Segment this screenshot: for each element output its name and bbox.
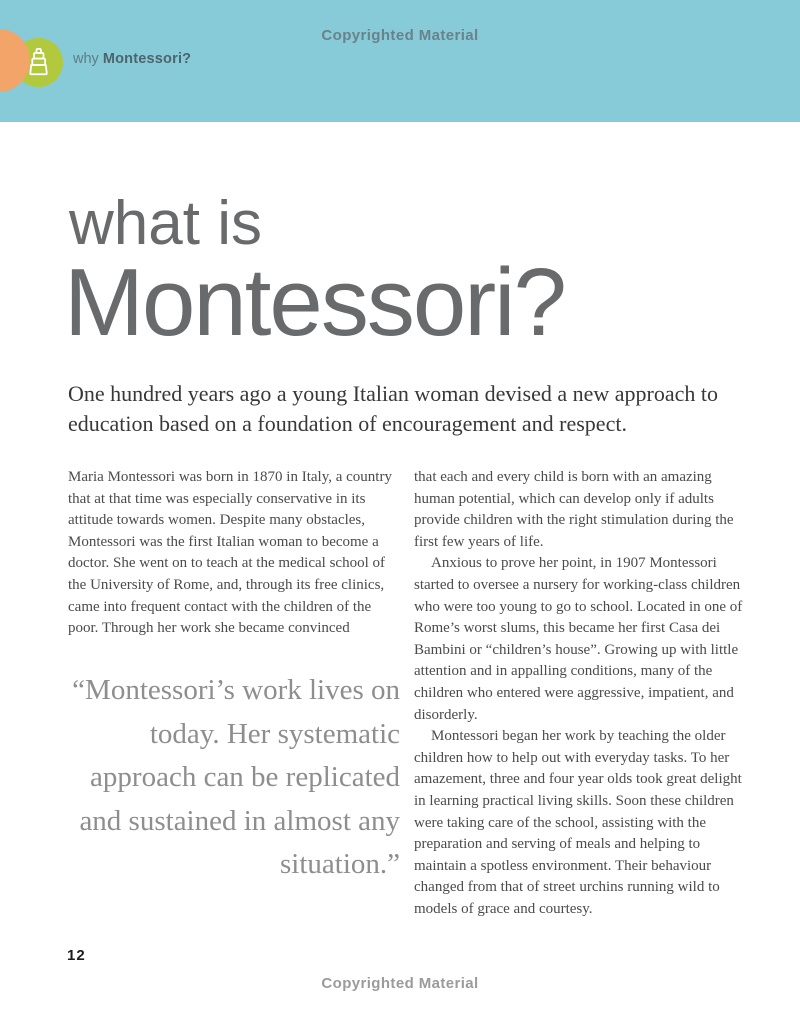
header-band — [0, 0, 800, 122]
title-kicker: what is — [69, 189, 262, 258]
body-paragraph: Anxious to prove her point, in 1907 Montessori started to oversee a nursery for working-class children who were too young to go to school. Located in one of Rome’s worst slums, this became her first Casa dei Bambini or “children’s house”. Growing up with little attention and in appalling conditions, many of the children who entered were aggressive, impatient, and disorderly. — [414, 555, 743, 723]
body-paragraph: that each and every child is born with an amazing human potential, which can develop only if adults provide children with the right stimulation during the first few years of life. — [414, 469, 734, 550]
running-header-title: Montessori? — [102, 51, 192, 67]
pull-quote: “Montessori’s work lives on today. Her systematic approach can be replicated and sustained in almost any situation.” — [72, 674, 400, 880]
copyright-notice-top: Copyrighted Material — [321, 27, 479, 44]
body-column-left — [68, 467, 404, 640]
running-header-prefix: why — [73, 51, 99, 67]
page-title: Montessori? — [64, 249, 565, 356]
copyright-notice-bottom: Copyrighted Material — [321, 975, 479, 992]
body-column-right — [414, 467, 752, 920]
page-number: 12 — [67, 947, 86, 964]
body-paragraph: Montessori began her work by teaching the older children how to help out with everyday tasks. To her amazement, three and four year olds took great delight in learning practical living skills. Soon these children were taking care of the school, assisting with the preparation and serving of meals and helping to maintain a spotless environment. Their behaviour changed from that of street urchins running wild to models of grace and courtesy. — [414, 728, 742, 917]
running-header — [73, 51, 191, 67]
intro-standfirst: One hundred years ago a young Italian woman devised a new approach to education based on a foundation of encouragement and respect. — [68, 381, 718, 436]
body-paragraph: Maria Montessori was born in 1870 in Italy, a country that at that time was especially conservative in its attitude towards women. Despite many obstacles, Montessori was the first Italian woman to become a doctor. She went on to teach at the medical school of the University of Rome, and, through its free clinics, came into frequent contact with the children of the poor. Through her work she became convinced — [68, 469, 392, 637]
